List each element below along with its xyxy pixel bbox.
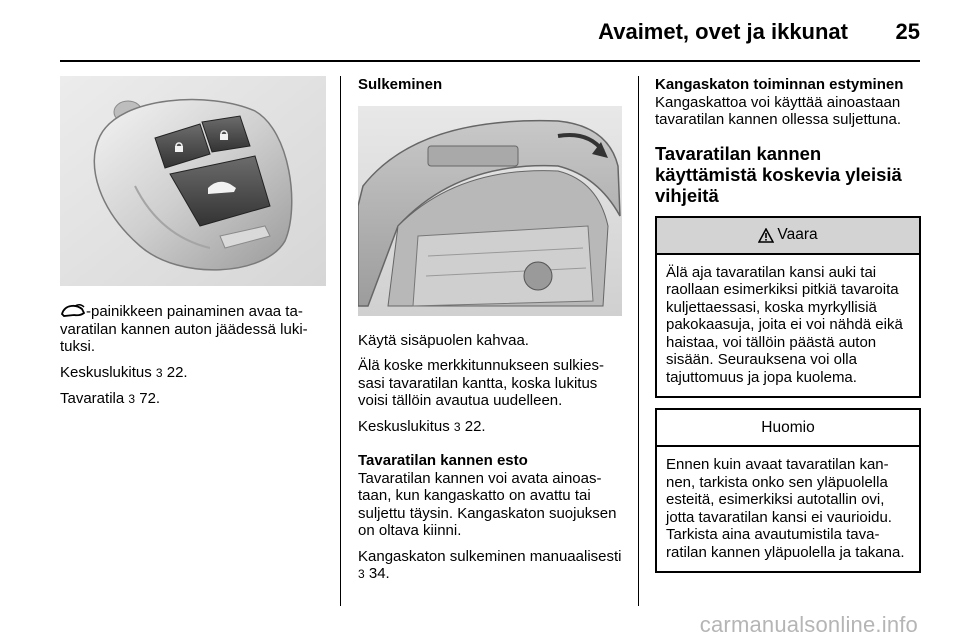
ref-page: 72. — [139, 390, 161, 407]
key-caption — [60, 303, 326, 356]
notice-body: Ennen kuin avaat tavaratilan kannen, tarkista onko sen yläpuolella esteitä, esimerkiksi autotallin ovi, jotta tavaratilan kansi ei vaurioidu. Tarkista aina avautumistila tavaratilan kannen yläpuolella ja takana. — [666, 456, 905, 561]
section-heading-lid-lock: Tavaratilan kannen esto — [358, 452, 528, 469]
notice-title: Huomio — [761, 418, 815, 436]
warning-title: Vaara — [777, 226, 818, 243]
column-divider-right — [638, 76, 639, 606]
page-number: 25 — [895, 19, 920, 44]
ref-label: Kangaskaton sulkeminen manuaalisesti — [358, 547, 622, 565]
ref-label: Keskuslukitus — [60, 363, 152, 381]
column-divider-left — [340, 76, 341, 606]
lid-lock-para: Tavaratilan kannen voi avata ainoastaan, kun kangaskatto on avattu tai suljettu täysin. Kangaskaton suojuksen on oltava kiinni. — [358, 469, 617, 539]
page-header — [0, 0, 960, 62]
header-divider — [60, 60, 920, 62]
page-reference-icon: 3 — [128, 392, 136, 406]
ref-manual-close[interactable] — [358, 548, 622, 584]
notice-box — [655, 408, 921, 573]
page-reference-icon: 3 — [155, 365, 163, 380]
warning-box — [655, 216, 921, 399]
page-reference-icon: 3 — [453, 419, 461, 434]
ref-central-locking[interactable] — [358, 418, 622, 437]
ref-central-locking[interactable] — [60, 364, 326, 383]
page-reference-icon: 3 — [358, 567, 365, 581]
closing-para-1: Käytä sisäpuolen kahvaa. — [358, 331, 529, 349]
column-3 — [655, 76, 921, 573]
watermark: carmanualsonline.info — [699, 612, 918, 637]
column-1 — [60, 76, 326, 409]
notice-header — [657, 410, 919, 447]
ref-label: Keskuslukitus — [358, 417, 450, 435]
warning-triangle-icon — [758, 228, 774, 243]
section-heading-general-tips: Tavaratilan kannen käyttämistä koskevia yleisiä vihjeitä — [655, 142, 902, 206]
roof-block-para: Kangaskattoa voi käyttää ainoastaan tavaratilan kannen ollessa suljettuna. — [655, 93, 901, 128]
ref-label: Tavaratila — [60, 390, 125, 407]
key-caption-text: -painikkeen painaminen avaa tavaratilan kannen auton jäädessä lukituksi. — [60, 303, 308, 355]
ref-page: 22. — [166, 363, 188, 381]
warning-header — [657, 218, 919, 255]
warning-body: Älä aja tavaratilan kansi auki tai raollaan esimerkiksi pitkiä tavaroita kuljettaessasi, koska myrkyllisiä pakokaasuja, joita ei voi nähdä eikä haistaa, voi tällöin päästä auton sisään. Seurauksena voi olla tajuttomuus ja jopa kuolema. — [666, 263, 903, 386]
column-2 — [358, 76, 622, 584]
car-key-photo — [60, 76, 326, 286]
ref-page: 22. — [464, 417, 486, 435]
ref-trunk[interactable] — [60, 390, 326, 409]
closing-para-2: Älä koske merkkitunnukseen sulkiessasi tavaratilan kantta, koska lukitus voisi tällöin avautua uudelleen. — [358, 357, 604, 409]
trunk-lid-photo — [358, 106, 622, 316]
trunk-open-icon — [60, 303, 86, 318]
page-title: Avaimet, ovet ja ikkunat — [598, 19, 848, 44]
section-heading-roof-block: Kangaskaton toiminnan estyminen — [655, 76, 904, 93]
section-heading-closing: Sulkeminen — [358, 76, 443, 93]
ref-page: 34. — [368, 565, 390, 582]
